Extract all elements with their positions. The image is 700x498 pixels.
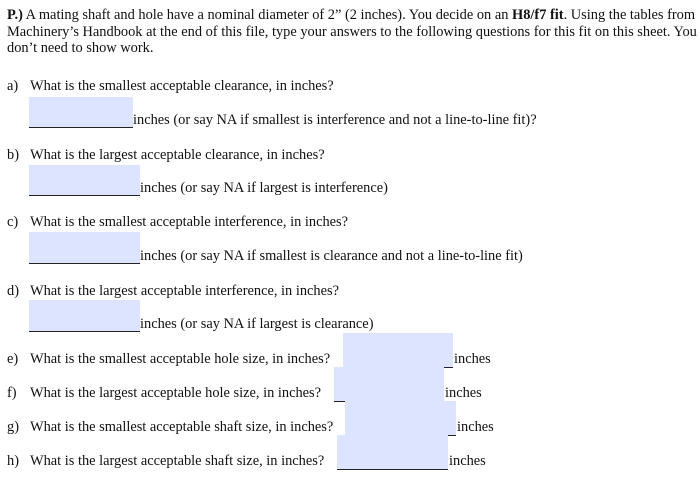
answer-field-a[interactable] — [29, 97, 133, 128]
question-letter: g) — [7, 419, 19, 435]
problem-text-before: A mating shaft and hole have a nominal diameter of 2” (2 inches). You decide on an — [22, 7, 513, 23]
answer-suffix-f: inches — [445, 385, 482, 401]
answer-field-f[interactable] — [334, 367, 444, 402]
question-letter: b) — [7, 147, 19, 163]
question-text: What is the largest acceptable interference, in inches? — [30, 283, 339, 299]
answer-suffix-g: inches — [457, 419, 494, 435]
question-e — [7, 351, 330, 368]
question-text: What is the smallest acceptable clearance, in inches? — [30, 78, 334, 94]
question-text: What is the largest acceptable shaft size, in inches? — [30, 453, 325, 469]
answer-field-d[interactable] — [29, 300, 140, 332]
answer-suffix-b: inches (or say NA if largest is interference) — [140, 180, 388, 196]
answer-field-h[interactable] — [337, 435, 448, 470]
problem-text-after: . Using the tables from Machinery’s Handbook at the end of this file, type your answers to the following questions for this fit on this sheet. You don’t need to show work. — [7, 7, 697, 56]
question-letter: c) — [7, 214, 19, 230]
answer-suffix-c: inches (or say NA if smallest is clearance and not a line-to-line fit) — [140, 248, 523, 264]
answer-field-b[interactable] — [29, 165, 140, 196]
question-c — [7, 214, 348, 231]
question-text: What is the smallest acceptable interference, in inches? — [30, 214, 349, 230]
answer-field-c[interactable] — [29, 232, 140, 264]
problem-statement — [7, 7, 697, 57]
answer-suffix-h: inches — [449, 453, 486, 469]
question-f — [7, 385, 321, 402]
question-h — [7, 453, 324, 470]
question-b — [7, 147, 325, 164]
answer-field-e[interactable] — [343, 333, 453, 368]
fit-designation: H8/f7 fit — [512, 7, 564, 23]
question-d — [7, 283, 339, 300]
question-g — [7, 419, 333, 436]
question-letter: d) — [7, 283, 19, 299]
answer-field-g[interactable] — [345, 401, 456, 436]
answer-suffix-a: inches (or say NA if smallest is interference and not a line-to-line fit)? — [133, 112, 537, 128]
question-letter: a) — [7, 78, 19, 94]
question-text: What is the smallest acceptable hole size, in inches? — [30, 351, 331, 367]
question-letter: e) — [7, 351, 19, 367]
question-text: What is the largest acceptable clearance, in inches? — [30, 147, 325, 163]
answer-suffix-d: inches (or say NA if largest is clearance) — [140, 316, 374, 332]
question-a — [7, 78, 334, 95]
question-letter: h) — [7, 453, 19, 469]
answer-suffix-e: inches — [454, 351, 491, 367]
question-text: What is the smallest acceptable shaft size, in inches? — [30, 419, 334, 435]
question-text: What is the largest acceptable hole size, in inches? — [30, 385, 322, 401]
question-letter: f) — [7, 385, 17, 401]
problem-label: P.) — [7, 7, 23, 23]
